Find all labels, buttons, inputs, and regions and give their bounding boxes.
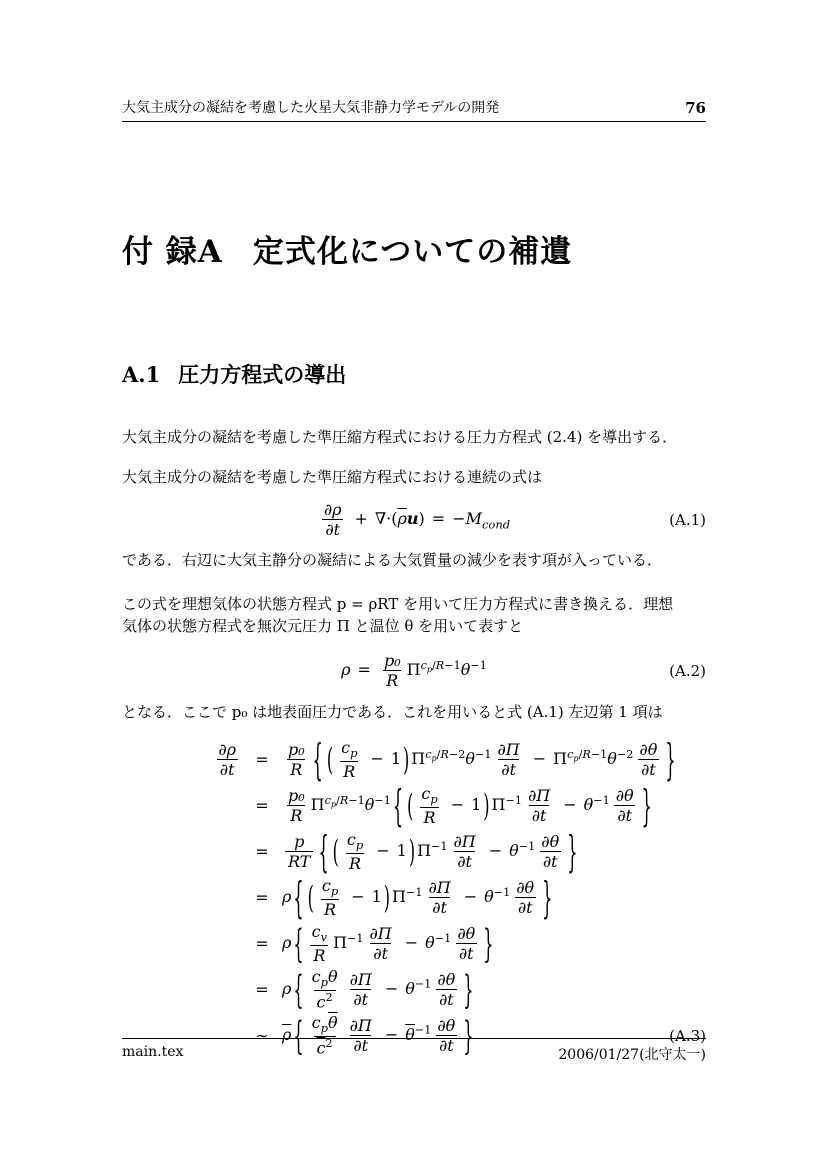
header-rule (122, 97, 706, 122)
derivation-line-1 (122, 734, 706, 786)
relation-symbol: = (255, 980, 269, 1000)
derivation-line-5 (122, 921, 706, 967)
chapter-heading (122, 226, 706, 271)
derivation-rhs: ρ { $\frac{c_v}{R}$ $\Pi^{-1}$ $\frac{\partial\Pi}{\partial t}$ − $\theta^{-1}$ $\frac{\partial\theta}{\partial t}$ } (282, 920, 494, 967)
page-header (122, 0, 706, 122)
derivation-line-2 (122, 780, 706, 832)
derivation-rhs: ρ { $c_p\theta$ $c^2$ $\frac{\partial\Pi}{\partial t}$ − $\theta^{-1}$ $\frac{\partial\theta}{\partial t}$ } (282, 966, 474, 1013)
footer-date-author: 2006/01/27(北守太一) (558, 1047, 706, 1063)
relation-symbol: = (255, 888, 269, 908)
equation-a2 (122, 651, 706, 690)
equation-a1-body: $\frac{\partial\rho}{\partial t}$ + $\nabla\cdot(\overline{\rho}u) = -M_{cond}$ (323, 500, 511, 540)
footer-filename: main.tex (122, 1044, 184, 1060)
derivation-lhs: $\frac{\partial\rho}{\partial t}$ (218, 740, 236, 780)
page-footer (122, 1038, 706, 1064)
relation-symbol: = (255, 934, 269, 954)
equation-a2-body: ρ = $\frac{\text{p₀}}{R}$ $\Pi^{c_p/R-1}\theta^{-1}$ (341, 650, 487, 691)
page-number: 76 (685, 99, 706, 117)
paragraph-4-line-2: 気体の状態方程式を無次元圧力 Π と温位 θ を用いて表すと (122, 617, 524, 636)
equation-a1 (122, 500, 706, 539)
running-title: 大気主成分の凝結を考慮した火星大気非静力学モデルの開発 (122, 100, 500, 116)
derivation-line-4 (122, 872, 706, 924)
derivation-rhs: ρ { ( $\frac{c_p}{R}$ − 1 ) $\Pi^{-1}$ $\frac{\partial\Pi}{\partial t}$ − $\theta^{-1}$ $\frac{\partial\theta}{\partial t}$ } (282, 872, 553, 924)
chapter-label: 付 録A (122, 234, 223, 270)
derivation-rhs: $\frac{\text{p₀}}{R}$ $\Pi^{c_p/R-1}\theta^{-1}$ { ( $\frac{c_p}{R}$ − 1 ) $\Pi^{-1}$ $\frac{\partial\Pi}{\partial t}$ − $\theta^{-1}$ $\frac{\partial\theta}{\partial t}$ } (288, 780, 652, 832)
paragraph-3: である．右辺に大気主静分の凝結による大気質量の減少を表す項が入っている． (122, 551, 663, 570)
paragraph-5: となる．ここで p₀ は地表面圧力である．これを用いると式 (A.1) 左辺第 1 項は (122, 703, 663, 722)
derivation-block (122, 734, 706, 1059)
section-title: 圧力方程式の導出 (178, 363, 347, 387)
paragraph-4-line-1: この式を理想気体の状態方程式 p = ρRT を用いて圧力方程式に書き換える．理想 (122, 594, 674, 613)
equation-a1-tag: (A.1) (669, 510, 706, 529)
derivation-rhs: $\frac{p}{RT}$ { ( $\frac{c_p}{R}$ − 1 ) $\Pi^{-1}$ $\frac{\partial\Pi}{\partial t}$ − $\theta^{-1}$ $\frac{\partial\theta}{\partial t}$ } (282, 830, 579, 873)
relation-symbol: = (255, 750, 269, 770)
chapter-title: 定式化についての補遺 (252, 234, 573, 270)
relation-symbol: ∼ (255, 1026, 269, 1046)
equation-a2-tag: (A.2) (669, 661, 706, 680)
paragraph-1: 大気主成分の凝結を考慮した準圧縮方程式における圧力方程式 (2.4) を導出する． (122, 428, 678, 446)
section-number: A.1 (122, 362, 161, 387)
derivation-line-6 (122, 967, 706, 1013)
derivation-line-3 (122, 826, 706, 878)
relation-symbol: = (255, 842, 269, 862)
paragraph-2: 大気主成分の凝結を考慮した準圧縮方程式における連続の式は (122, 467, 543, 486)
equation-tag-a3: (A.3) (669, 1026, 706, 1045)
derivation-rhs: $\overline{\rho}$ { $c_p\overline{\theta}$ $\overline{c}^2$ $\frac{\partial\Pi}{\partial t}$ − $\overline{\theta}^{-1}$ $\frac{\partial\theta}{\partial t}$ } (282, 1012, 474, 1059)
relation-symbol: = (255, 796, 269, 816)
section-heading (122, 359, 706, 389)
derivation-rhs: $\frac{\text{p₀}}{R}$ { ( $\frac{c_p}{R}$ − 1 ) $\Pi^{c_p/R-2}\theta^{-1}$ $\frac{\partial\Pi}{\partial t}$ − $\Pi^{c_p/R-1}\theta^{-2}$ $\frac{\partial\theta}{\partial t}$ } (288, 734, 676, 786)
